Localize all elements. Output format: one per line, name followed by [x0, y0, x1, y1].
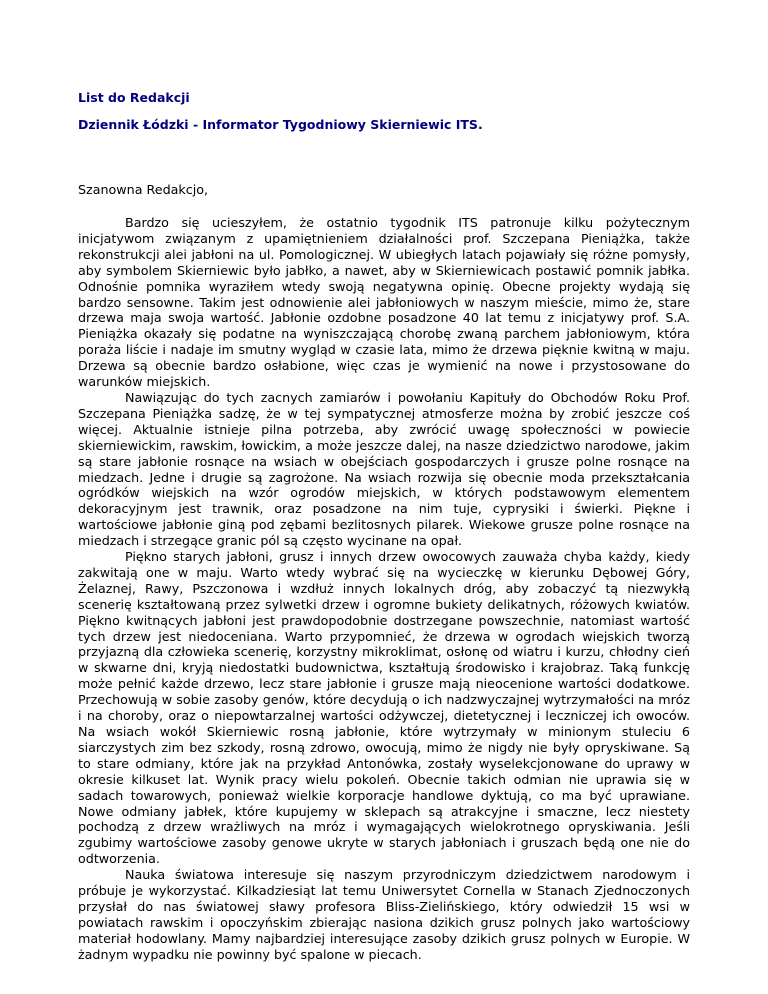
letter-title: List do Redakcji: [78, 90, 190, 105]
paragraph-4: Nauka światowa interesuje się naszym przyrodniczym dziedzictwem narodowym i próbuje je wykorzystać. Kilkadziesiąt lat temu Uniwersytet Cornella w Stanach Zjednoczonych przysłał do nas światowej sławy profesora Bliss-Zielińskiego, który odwiedził 15 wsi w powiatach rawskim i opoczyńskim zbierając nasiona dzikich grusz polnych jako wartościowy materiał hodowlany. Mamy najbardziej interesujące zasoby dzikich grusz polnych w Europie. W żadnym wypadku nie powinny być spalone w piecach.: [78, 867, 690, 962]
letter-body: [78, 215, 690, 963]
newspaper-title: Dziennik Łódzki - Informator Tygodniowy Skierniewic ITS.: [78, 117, 483, 132]
letter-page: [78, 90, 690, 963]
greeting: Szanowna Redakcjo,: [78, 182, 209, 197]
paragraph-2: Nawiązując do tych zacnych zamiarów i powołaniu Kapituły do Obchodów Roku Prof. Szczepana Pieniążka sadzę, że w tej sympatycznej atmosferze można by zrobić jeszcze coś więcej. Aktualnie istnieje pilna potrzeba, aby zwrócić uwagę społeczności w powiecie skierniewickim, rawskim, łowickim, a może jeszcze dalej, na nasze dziedzictwo narodowe, jakim są stare jabłonie rosnące na wsiach w obejściach gospodarczych i grusze polne rosnące na miedzach. Jedne i drugie są zagrożone. Na wsiach rozwija się obecnie moda przekształcania ogródków wiejskich na wzór ogrodów miejskich, w których podstawowym elementem dekoracyjnym jest trawnik, oraz posadzone na nim tuje, cyprysiki i świerki. Piękne i wartościowe jabłonie giną pod zębami bezlitosnych pilarek. Wiekowe grusze polne rosnące na miedzach i strzegące granic pól są często wycinane na opał.: [78, 389, 690, 549]
paragraph-3: Piękno starych jabłoni, grusz i innych drzew owocowych zauważa chyba każdy, kiedy zakwitają one w maju. Warto wtedy wybrać się na wycieczkę w kierunku Dębowej Góry, Żelaznej, Rawy, Pszczonowa i wzdłuż innych lokalnych dróg, aby zobaczyć tą niezwykłą scenerię kształtowaną przez sylwetki drzew i ogromne bukiety delikatnych, różowych kwiatów. Piękno kwitnących jabłoni jest prawdopodobnie dostrzegane powszechnie, natomiast wartość tych drzew jest niedoceniana. Warto przypomnieć, że drzewa w ogrodach wiejskich tworzą przyjazną dla człowieka scenerię, korzystny mikroklimat, osłonę od wiatru i kurzu, chłodny cień w skwarne dni, kryją niedostatki budownictwa, kształtują środowisko i krajobraz. Taką funkcję może pełnić każde drzewo, lecz stare jabłonie i grusze mają nieocenione wartości dodatkowe. Przechowują w sobie zasoby genów, które decydują o ich nadzwyczajnej wytrzymałości na mróz i na choroby, oraz o niepowtarzalnej wartości odżywczej, dietetycznej i leczniczej ich owoców. Na wsiach wokół Skierniewic rosną jabłonie, które wytrzymały w minionym stuleciu 6 siarczystych zim bez szkody, rosną zdrowo, owocują, mimo że nigdy nie były opryskiwane. Są to stare odmiany, które jak na przykład Antonówka, zostały wyselekcjonowane do uprawy w okresie kilkuset lat. Wynik pracy wielu pokoleń. Obecnie takich odmian nie uprawia się w sadach towarowych, ponieważ wielkie korporacje handlowe dyktują, co ma być uprawiane. Nowe odmiany jabłek, które kupujemy w sklepach są atrakcyjne i smaczne, lecz niestety pochodzą z drzew wrażliwych na mróz i wymagających wielokrotnego opryskiwania. Jeśli zgubimy wartościowe zasoby genowe ukryte w starych jabłoniach i gruszach będą one nie do odtworzenia.: [78, 549, 690, 867]
paragraph-1: Bardzo się ucieszyłem, że ostatnio tygodnik ITS patronuje kilku pożytecznym inicjatywom związanym z upamiętnieniem działalności prof. Szczepana Pieniążka, także rekonstrukcji alei jabłoni na ul. Pomologicznej. W ubiegłych latach pojawiały się różne pomysły, aby symbolem Skierniewic było jabłko, a nawet, aby w Skierniewicach postawić pomnik jabłka. Odnośnie pomnika wyraziłem wtedy swoją negatywna opinię. Obecne projekty wydają się bardzo sensowne. Takim jest odnowienie alei jabłoniowych w naszym mieście, mimo że, stare drzewa maja swoja wartość. Jabłonie ozdobne posadzone 40 lat temu z inicjatywy prof. S.A. Pieniążka okazały się podatne na wyniszczającą chorobę zwaną parchem jabłoniowym, która poraża liście i nadaje im smutny wygląd w czasie lata, mimo że drzewa pięknie kwitną w maju. Drzewa są obecnie bardzo osłabione, więc czas je wymienić na nowe i przystosowane do warunków miejskich.: [78, 215, 690, 390]
